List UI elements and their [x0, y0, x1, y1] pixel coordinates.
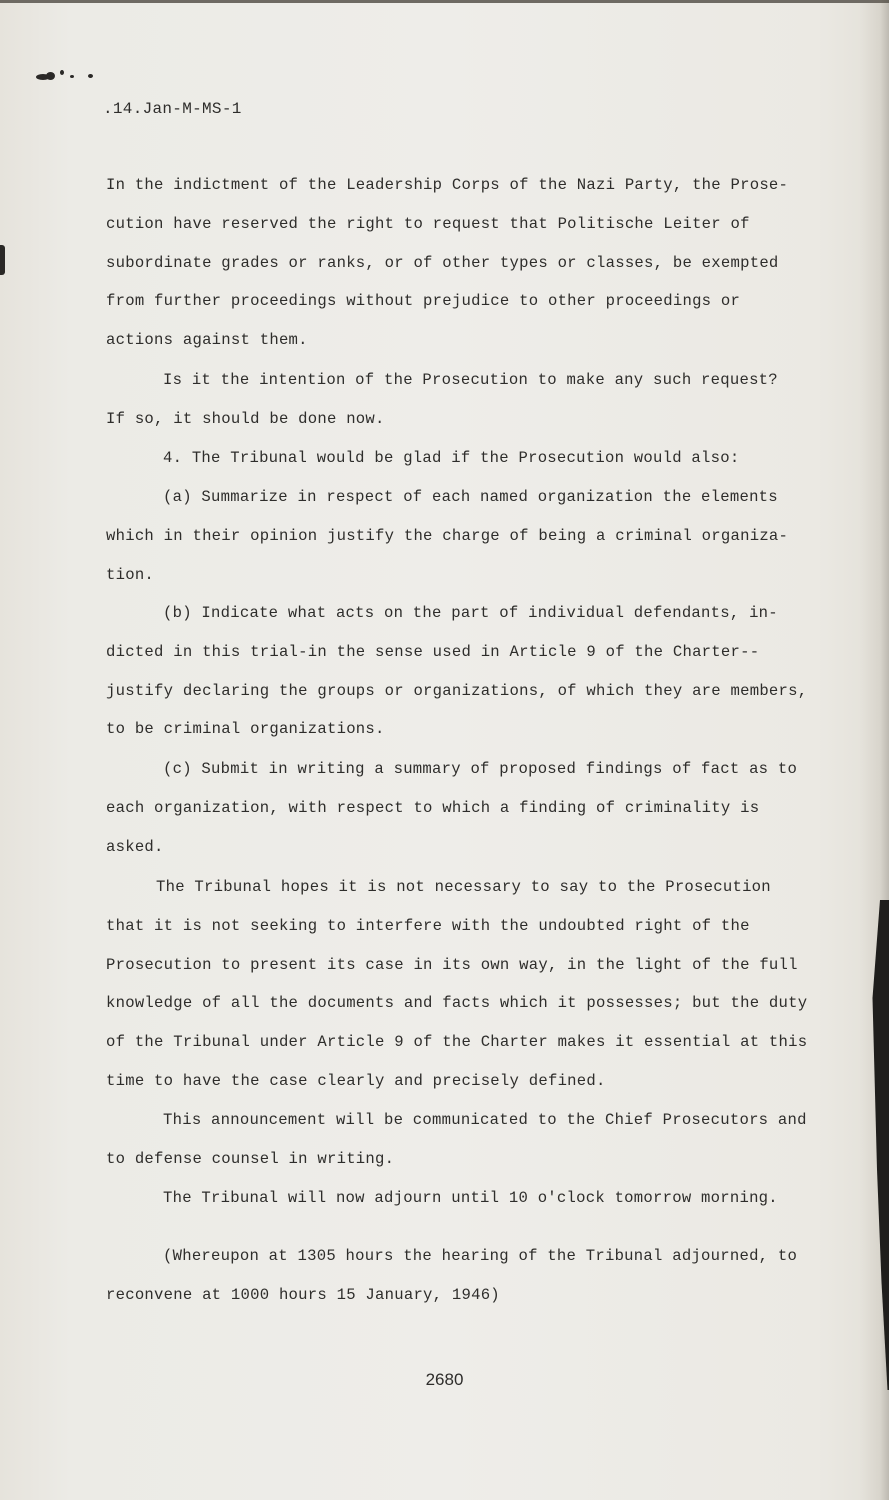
paragraph-tribunal-hopes: The Tribunal hopes it is not necessary to say to the Prosecution that it is not seeking to interfere with the undoubted right of the Prosecution to present its case in its own way, in the light of the full knowledge of all the documents and facts which it possesses; but the duty of the Tribunal under Article 9 of the Charter makes it essential at this time to have the case clearly and precisely defined.: [106, 878, 808, 1090]
paragraph-intention-question: Is it the intention of the Prosecution to make any such request? If so, it should be done now.: [106, 371, 778, 428]
paragraph-announcement: This announcement will be communicated to the Chief Prosecutors and to defense counsel in writing.: [106, 1111, 807, 1168]
paragraph-adjourn: The Tribunal will now adjourn until 10 o'clock tomorrow morning.: [163, 1189, 778, 1207]
page-number: 2680: [425, 1370, 464, 1389]
ink-smudge: [36, 70, 106, 84]
document-reference-id: .14.Jan-M-MS-1: [103, 100, 242, 118]
binding-mark: [0, 245, 5, 275]
paragraph-item-4: 4. The Tribunal would be glad if the Prosecution would also:: [163, 449, 740, 467]
paragraph-adjournment-note: (Whereupon at 1305 hours the hearing of the Tribunal adjourned, to reconvene at 1000 hours 15 January, 1946): [106, 1247, 798, 1304]
paragraph-leadership-corps: In the indictment of the Leadership Corps of the Nazi Party, the Prose- cution have reserved the right to request that Politische Leiter of subordinate grades or ranks, or of other types or classes, be exempted from further proceedings without prejudice to other proceedings or actions against them.: [106, 176, 789, 350]
paragraph-item-c: (c) Submit in writing a summary of proposed findings of fact as to each organization, with respect to which a finding of criminality is asked.: [106, 760, 798, 856]
page-top-edge: [0, 0, 889, 3]
paragraph-item-a: (a) Summarize in respect of each named organization the elements which in their opinion justify the charge of being a criminal organiza- tion.: [106, 488, 789, 584]
paragraph-item-b: (b) Indicate what acts on the part of individual defendants, in- dicted in this trial-in the sense used in Article 9 of the Charter-- justify declaring the groups or organizations, of which they are members, to be criminal organizations.: [106, 604, 808, 739]
